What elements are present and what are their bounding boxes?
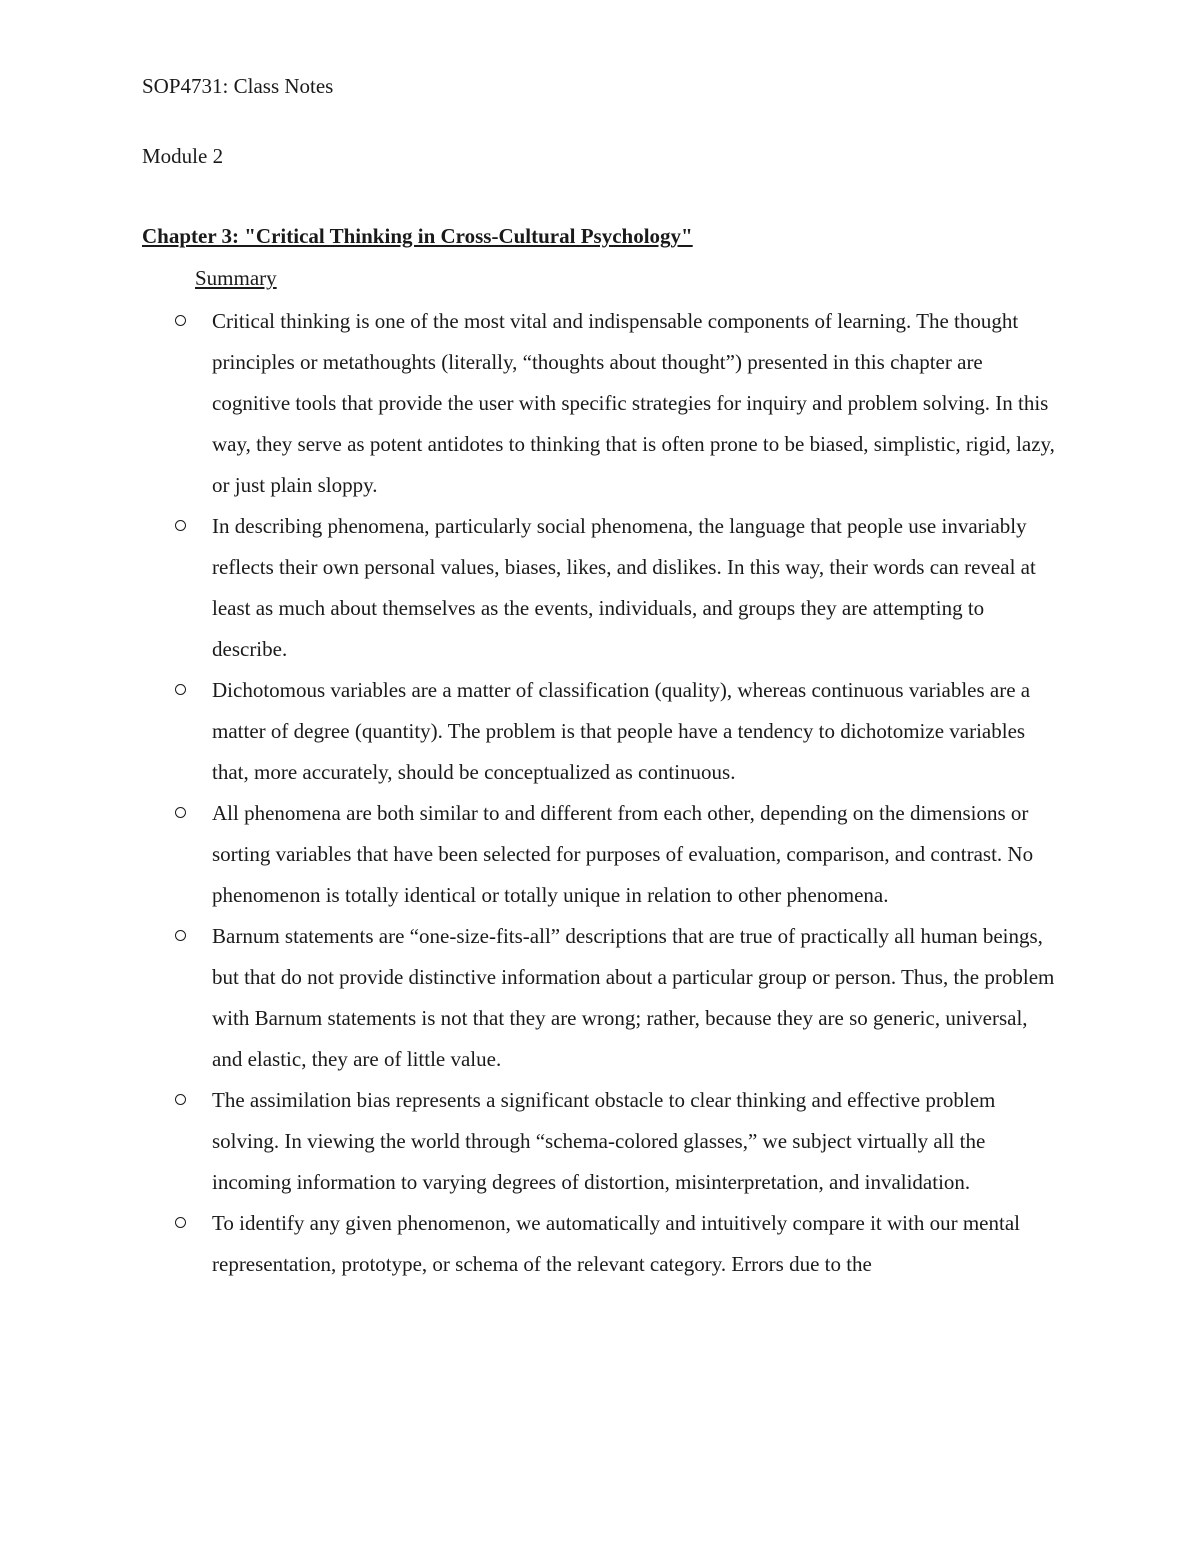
hollow-circle-bullet-icon — [175, 807, 186, 818]
hollow-circle-bullet-icon — [175, 315, 186, 326]
summary-bullet-item — [0, 916, 1057, 1080]
chapter-heading: Chapter 3: "Critical Thinking in Cross-Cultural Psychology" — [142, 224, 693, 248]
hollow-circle-bullet-icon — [175, 1094, 186, 1105]
hollow-circle-bullet-icon — [175, 520, 186, 531]
summary-bullet-item — [0, 301, 1057, 506]
bullet-text: Barnum statements are “one-size-fits-all” descriptions that are true of practically all human beings, but that do not provide distinctive information about a particular group or person. Thus, the problem with Barnum statements is not that they are wrong; rather, because they are so generic, universal, and elastic, they are of little value. — [212, 924, 1055, 1071]
course-title: SOP4731: Class Notes — [142, 74, 334, 98]
bullet-text: Critical thinking is one of the most vital and indispensable components of learning. The thought principles or metathoughts (literally, “thoughts about thought”) presented in this chapter are cognitive tools that provide the user with specific strategies for inquiry and problem solving. In this way, they serve as potent antidotes to thinking that is often prone to be biased, simplistic, rigid, lazy, or just plain sloppy. — [212, 309, 1055, 497]
hollow-circle-bullet-icon — [175, 930, 186, 941]
summary-bullet-list — [0, 301, 1200, 1285]
bullet-text: To identify any given phenomenon, we automatically and intuitively compare it with our mental representation, prototype, or schema of the relevant category. Errors due to the — [212, 1211, 1020, 1276]
summary-bullet-item — [0, 1203, 1057, 1285]
summary-bullet-item — [0, 506, 1057, 670]
summary-bullet-item — [0, 1080, 1057, 1203]
summary-label: Summary — [195, 266, 277, 290]
summary-bullet-item — [0, 793, 1057, 916]
bullet-text: All phenomena are both similar to and different from each other, depending on the dimensions or sorting variables that have been selected for purposes of evaluation, comparison, and contrast. No phenomenon is totally identical or totally unique in relation to other phenomena. — [212, 801, 1034, 907]
hollow-circle-bullet-icon — [175, 1217, 186, 1228]
bullet-text: The assimilation bias represents a significant obstacle to clear thinking and effective problem solving. In viewing the world through “schema-colored glasses,” we subject virtually all the incoming information to varying degrees of distortion, misinterpretation, and invalidation. — [212, 1088, 996, 1194]
summary-bullet-item — [0, 670, 1057, 793]
bullet-text: Dichotomous variables are a matter of classification (quality), whereas continuous variables are a matter of degree (quantity). The problem is that people have a tendency to dichotomize variables that, more accurately, should be conceptualized as continuous. — [212, 678, 1031, 784]
bullet-text: In describing phenomena, particularly social phenomena, the language that people use invariably reflects their own personal values, biases, likes, and dislikes. In this way, their words can reveal at least as much about themselves as the events, individuals, and groups they are attempting to describe. — [212, 514, 1036, 661]
module-title: Module 2 — [142, 144, 224, 168]
hollow-circle-bullet-icon — [175, 684, 186, 695]
